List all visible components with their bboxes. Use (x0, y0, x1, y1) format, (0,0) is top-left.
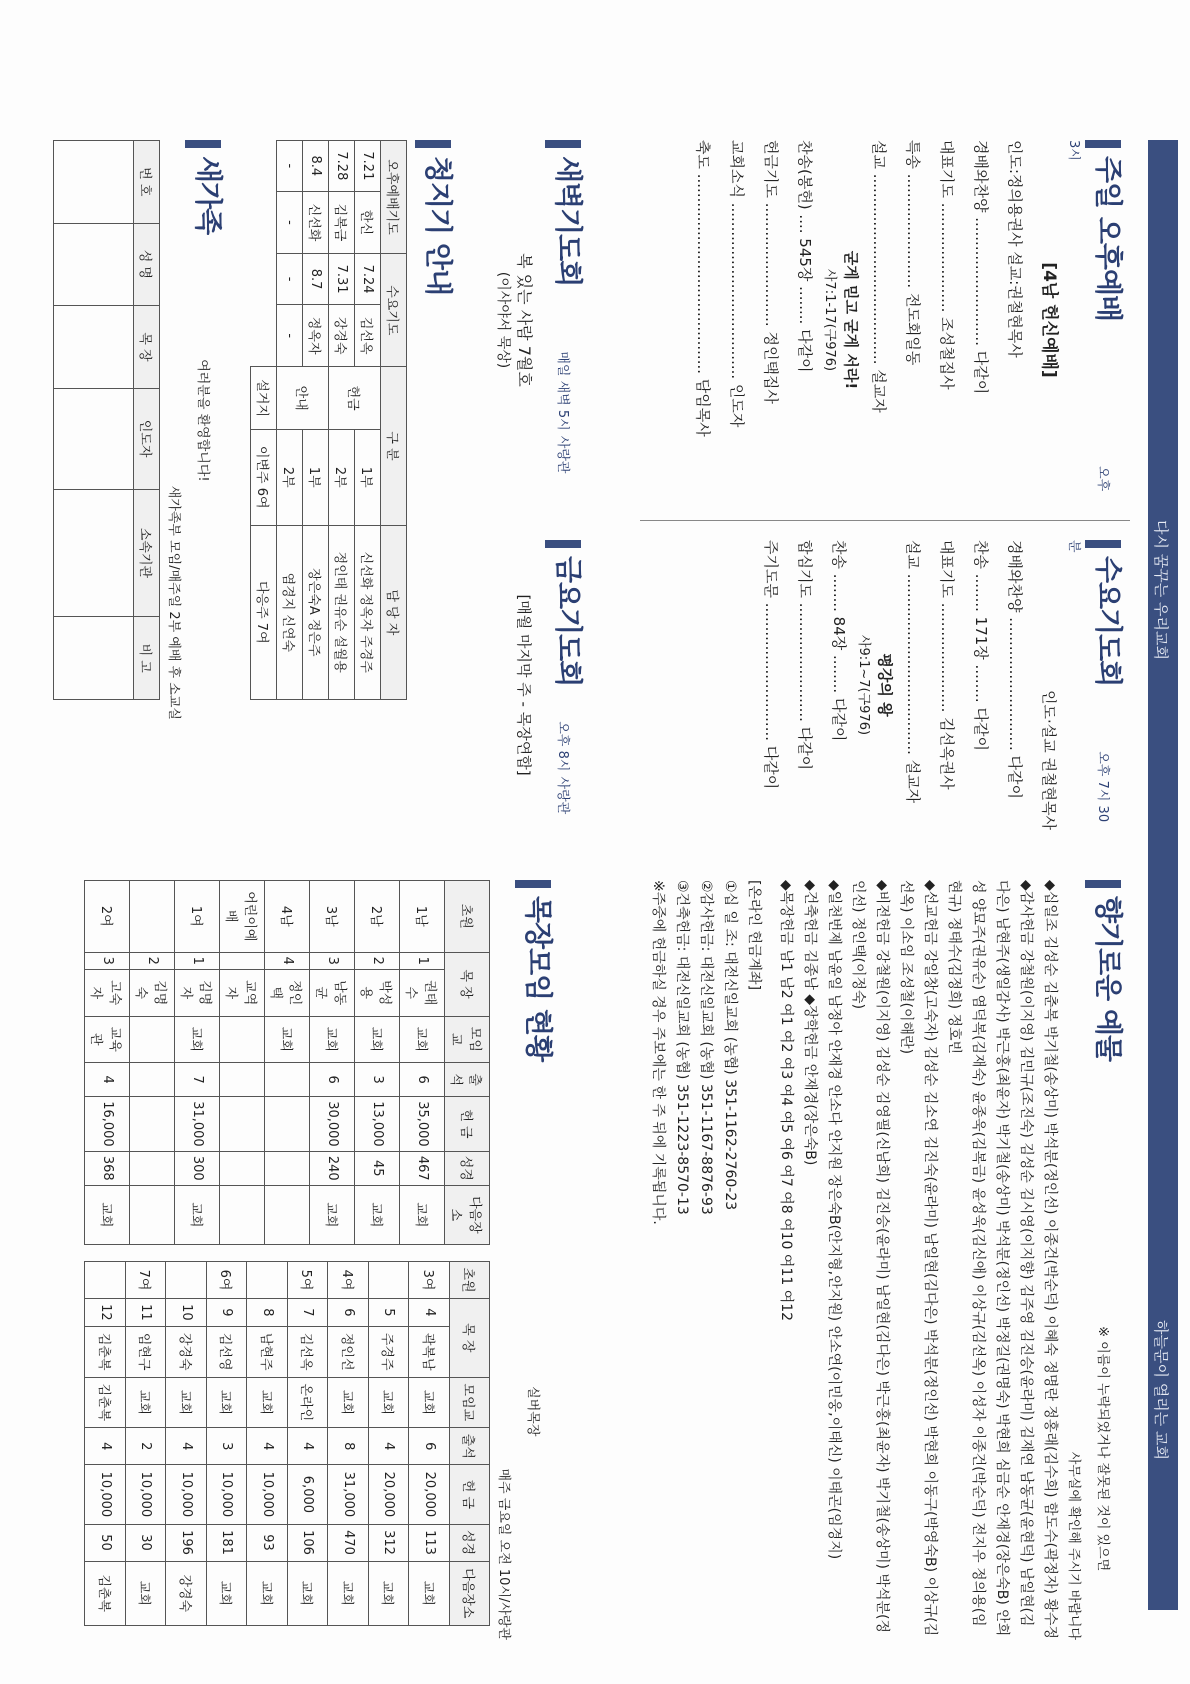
cell-row (85, 881, 130, 1245)
account-line: ③건축헌금: 대전신일교회 (농협) 351-1223-8570-13 (674, 880, 691, 1215)
cell-value (265, 1151, 310, 1185)
cell-value: 10,000 (247, 1465, 288, 1524)
cell-value: 주경주 (369, 1326, 410, 1377)
cell-value: 박성용 (355, 969, 400, 1016)
sunday-time: 오후 3시 (1066, 140, 1110, 492)
guide-row (251, 141, 277, 700)
cell-value: 2 (126, 1428, 167, 1465)
new-family-note1: 여러분을 환영합니다! (195, 359, 210, 482)
nf-header: 성 명 (134, 223, 160, 306)
cell-value: 곽복남 (409, 1326, 450, 1377)
guide-cell: 1부 (355, 429, 381, 525)
new-family-table (54, 140, 161, 700)
cell-value: 5 (369, 1299, 410, 1327)
guide-cell: 신선화 정옥자 주경주 (355, 525, 381, 699)
cell-value: 교회 (85, 1185, 130, 1244)
cell-value: 1 (175, 952, 220, 969)
cell-value: 45 (355, 1151, 400, 1185)
cell-value: 교회 (166, 1377, 207, 1428)
cell-value: 4남 (265, 881, 310, 953)
cell-value: 312 (369, 1524, 410, 1561)
cell-value: 9 (207, 1299, 248, 1327)
cell-value: 6 (328, 1299, 369, 1327)
cell-header: 헌 금 (450, 1465, 491, 1524)
cell-value: 7 (175, 1063, 220, 1097)
cell-header: 초원 (450, 1262, 491, 1299)
sunday-row: 특송 ........................ 전도회일동 (904, 140, 923, 366)
cell-value (369, 1262, 410, 1299)
cell-value: 196 (166, 1524, 207, 1561)
cell-value (130, 1151, 175, 1185)
cell-value (265, 1185, 310, 1244)
cell-header: 헌 금 (445, 1097, 490, 1152)
cell-row (207, 1262, 248, 1626)
cell-header: 성경 (445, 1151, 490, 1185)
sunday-sermon-ref: 사7:1-17(구976) (822, 268, 838, 372)
cell-value: 4여 (328, 1262, 369, 1299)
nf-header: 비 고 (134, 617, 160, 700)
sunday-row: 대표기도 ....................... 조성철집사 (938, 140, 957, 390)
cell-value (130, 1063, 175, 1097)
wednesday-section (755, 540, 1131, 830)
cell-row (220, 881, 265, 1245)
guide-cell: 7.31 (329, 254, 355, 305)
cell-note1: 실버목장 (525, 1386, 540, 1437)
cell-value: 4 (166, 1428, 207, 1465)
cell-section (85, 880, 561, 1640)
cell-value: 3 (355, 1063, 400, 1097)
wed-leader: 인도·설교 권철현목사 (1040, 690, 1059, 830)
cell-value: 김명숙 (130, 969, 175, 1016)
cell-value: 교회 (369, 1377, 410, 1428)
cell-value: 368 (85, 1151, 130, 1185)
cell-value: 10,000 (166, 1465, 207, 1524)
new-family-note2: 새가족부 모임/매주일 2부 예배 후 소교실 (166, 485, 182, 720)
offering-note1: ※ 이름이 누락되었거나 잘못된 것이 있으면 (1095, 1326, 1110, 1572)
cell-header: 성경 (450, 1524, 491, 1561)
cell-value: 12 (85, 1299, 126, 1327)
account-line: ②감사헌금: 대전신일교회 (농협) 351-1167-8876-93 (698, 880, 715, 1215)
offering-note2: 사무실에 확인해 주시기 바랍니다 (1066, 1451, 1082, 1640)
guide-cell: 7.24 (355, 254, 381, 305)
cell-value: 5여 (288, 1262, 329, 1299)
cell-value (220, 1016, 265, 1063)
cell-row (369, 1262, 410, 1626)
guide-cell: 8.4 (303, 141, 329, 192)
cell-value: 4 (369, 1428, 410, 1465)
cell-row (400, 881, 445, 1245)
cell-value: 93 (247, 1524, 288, 1561)
cell-value: 20,000 (409, 1465, 450, 1524)
cell-value: 교회 (207, 1377, 248, 1428)
sunday-sermon-title: 굳게 믿고 굳게 서라! (842, 250, 861, 390)
sunday-row: 축도 .......................................... 담임목사 (694, 140, 713, 437)
cell-header: 목 장 (445, 952, 490, 1016)
cell-row (126, 1262, 167, 1626)
guide-header: 담 당 자 (381, 525, 407, 699)
new-family-title: 새가족 (192, 156, 225, 235)
cell-value: 10,000 (85, 1465, 126, 1524)
cell-row (355, 881, 400, 1245)
cell-value: 교회 (175, 1016, 220, 1063)
cell-table-right (85, 1261, 491, 1626)
guide-title: 청지기 안내 (422, 156, 455, 295)
band-left-text: 다시 꿈꾸는 우리교회 (1152, 520, 1170, 660)
guide-cell: 2부 (329, 429, 355, 525)
guide-cell: 1부 (303, 429, 329, 525)
cell-value: 1여 (175, 881, 220, 953)
wed-title: 수요기도회 (1092, 556, 1125, 687)
wed-row: 설교 ...................................... 설교자 (904, 540, 923, 804)
cell-value (130, 1016, 175, 1063)
cell-value: 10,000 (207, 1465, 248, 1524)
cell-value: 남동균 (310, 969, 355, 1016)
offering-section (647, 880, 1131, 1640)
cell-value: 정인선 (328, 1326, 369, 1377)
cell-value: 8 (247, 1299, 288, 1327)
cell-header: 다음장소 (445, 1185, 490, 1244)
wed-row: 합심기도 ......................... 다같이 (796, 540, 815, 771)
cell-value: 고숙자 (85, 969, 130, 1016)
cell-value (265, 1097, 310, 1152)
cell-value: 300 (175, 1151, 220, 1185)
guide-cell: 7.28 (329, 141, 355, 192)
wed-row: 찬송 ........ 171장 ........ 다같이 (972, 540, 991, 751)
cell-note2: 매주 금요일 오전 10시/사랑관 (496, 1468, 512, 1640)
cell-value: 4 (288, 1428, 329, 1465)
dawn-place: 사랑관 (555, 435, 570, 474)
cell-value: 교회 (409, 1561, 450, 1625)
cell-value: 20,000 (369, 1465, 410, 1524)
cell-value: 교회 (328, 1377, 369, 1428)
guide-cell: 정인태 권유순 설월용 (329, 525, 355, 699)
cell-value: 6 (409, 1428, 450, 1465)
cell-header: 초원 (445, 881, 490, 953)
cell-row (265, 881, 310, 1245)
cell-value: 교회 (265, 1016, 310, 1063)
cell-header: 출석 (450, 1428, 491, 1465)
cell-value: 6 (400, 1063, 445, 1097)
nf-header: 인도자 (134, 388, 160, 489)
cell-value (130, 1185, 175, 1244)
guide-cell: - (277, 141, 303, 192)
cell-value (166, 1262, 207, 1299)
cell-value: 교회 (400, 1016, 445, 1063)
sunday-row: 헌금기도 .......................... 정인택집사 (762, 140, 781, 404)
wed-sermon-ref: 사9:1~7(구976) (856, 634, 872, 736)
cell-value: 13,000 (355, 1097, 400, 1152)
cell-value: 남현주 (247, 1326, 288, 1377)
sunday-subtitle: [4남 헌신예배] (1039, 262, 1060, 378)
cell-value: 교회 (400, 1185, 445, 1244)
cell-value: 6,000 (288, 1465, 329, 1524)
cell-value (130, 881, 175, 953)
cell-value: 30 (126, 1524, 167, 1561)
guide-cell: 8.7 (303, 254, 329, 305)
sunday-row: 경배와찬양 ........................... 다같이 (972, 140, 991, 395)
cell-row (409, 1262, 450, 1626)
guide-cell: 설거지 (251, 367, 277, 429)
cell-row (85, 1262, 126, 1626)
sunday-row: 찬송(봉헌) .... 545장 ........ 다같이 (796, 140, 815, 373)
cell-value: 강경숙 (166, 1561, 207, 1625)
guide-cell: - (277, 304, 303, 366)
dawn-text2: (이사야서 묵상) (495, 271, 512, 369)
cell-header: 목 장 (450, 1299, 491, 1377)
cell-value: 113 (409, 1524, 450, 1561)
cell-row (166, 1262, 207, 1626)
service-guide-section (251, 140, 461, 720)
guide-row (303, 141, 329, 700)
cell-value: 3 (207, 1428, 248, 1465)
cell-value: 김춘복 (85, 1377, 126, 1428)
online-title: [온라인 헌금계좌] (746, 880, 763, 991)
wed-sermon-title: 평강의 왕 (876, 653, 895, 717)
offering-line: ◆목장헌금 남1 남2 여1 여2 여3 여4 여5 여6 여7 여8 여10 여11 여12 (778, 880, 795, 1322)
guide-cell: 2부 (277, 429, 303, 525)
cell-value: 2여 (85, 881, 130, 953)
divider (640, 520, 1130, 521)
cell-value: 30,000 (310, 1097, 355, 1152)
dawn-prayer-section (495, 140, 591, 500)
cell-value: 교회 (355, 1016, 400, 1063)
cell-value (220, 1151, 265, 1185)
cell-value: 4 (409, 1299, 450, 1327)
guide-cell: - (277, 254, 303, 305)
cell-value: 3남 (310, 881, 355, 953)
nf-empty-row (54, 141, 134, 700)
offering-line: ◆십일조 김성순 김춘복 박기철(송상미) 박석분(정인선) 이종건(박순덕) 이혜숙 정명란 정홍래(김수희) 함도수(곽정자) 황수정 (1042, 880, 1059, 1640)
guide-cell: 한신 (355, 191, 381, 253)
dawn-time: 매일 새벽 5시 (555, 351, 570, 431)
guide-cell: 정옥자 (303, 304, 329, 366)
offering-line: ◆일천번제 남윤일 남정아 안재경 안소다 안지원 장은숙B(안지형,안지원) 안소연(이민웅,이태신) 이태곤(임경지) (826, 880, 843, 1560)
cell-value: 6여 (207, 1262, 248, 1299)
cell-value: 권태수 (400, 969, 445, 1016)
cell-value: 김선영 (207, 1326, 248, 1377)
friday-section (515, 540, 591, 830)
cell-value: 임현구 (126, 1326, 167, 1377)
cell-value (220, 952, 265, 969)
new-family-section (54, 140, 231, 720)
cell-value: 16,000 (85, 1097, 130, 1152)
cell-value: 240 (310, 1151, 355, 1185)
band-right-text: 하늘문이 열리는 교회 (1152, 1320, 1170, 1460)
guide-cell: 신선화 (303, 191, 329, 253)
cell-value: 교회 (207, 1561, 248, 1625)
cell-value: 2남 (355, 881, 400, 953)
nf-header: 번 호 (134, 141, 160, 224)
cell-header: 출석 (445, 1063, 490, 1097)
cell-value: 4 (247, 1428, 288, 1465)
cell-header: 모임교 (445, 1016, 490, 1063)
fri-time: 오후 8시 (555, 721, 570, 772)
cell-header: 다음장소 (450, 1561, 491, 1625)
guide-cell: 이변주 6여 (251, 429, 277, 525)
offering-line: ◆선교헌금 강일창(고숙자) 김성순 김소연 김진숙(윤라미) 남일현(김다은) 박석분(정인선) 박현희 이동구(박영숙B) 이상규(김선옥) 이소임 조성철(이해란) (898, 880, 939, 1637)
cell-value: 정인택 (265, 969, 310, 1016)
cell-row (328, 1262, 369, 1626)
cell-value: 6 (310, 1063, 355, 1097)
cell-value (247, 1262, 288, 1299)
cell-value: 온라인 (288, 1377, 329, 1428)
cell-value: 교회 (310, 1016, 355, 1063)
cell-row (310, 881, 355, 1245)
cell-value: 교회 (247, 1377, 288, 1428)
cell-header: 모임교 (450, 1377, 491, 1428)
guide-cell: 헌금 (329, 367, 381, 429)
cell-value (130, 1097, 175, 1152)
cell-value (265, 1063, 310, 1097)
wed-row: 찬송 ........ 84장 ........ 다같이 (830, 540, 849, 742)
cell-value: 467 (400, 1151, 445, 1185)
cell-value: 김춘복 (85, 1561, 126, 1625)
offering-line: ◆건축헌금 김종남 ◆장학헌금 안재경(장은숙B) (802, 880, 819, 1166)
cell-value (220, 1063, 265, 1097)
cell-value (85, 1262, 126, 1299)
cell-value: 어린이예배 (220, 881, 265, 953)
guide-table (251, 140, 408, 700)
cell-value: 교회 (247, 1561, 288, 1625)
cell-value: 10 (166, 1299, 207, 1327)
cell-value: 3여 (409, 1262, 450, 1299)
guide-cell: 안내 (277, 367, 329, 429)
cell-value: 교역자 (220, 969, 265, 1016)
sunday-leader: 인도:정의용권사 설교:권철현목사 (1006, 140, 1025, 358)
account-note: ※주중에 헌금하실 경우 주보에는 한 주 뒤에 기록됩니다. (650, 880, 667, 1225)
cell-value: 교회 (310, 1185, 355, 1244)
cell-value: 35,000 (400, 1097, 445, 1152)
fri-title: 금요기도회 (552, 556, 585, 687)
cell-value: 4 (85, 1063, 130, 1097)
fri-place: 사랑관 (555, 776, 570, 815)
cell-value: 교회 (369, 1561, 410, 1625)
cell-table-left (85, 880, 491, 1245)
offering-title: 향기로운 예물 (1092, 896, 1125, 1062)
offering-line: ◆감사헌금 강철원(이지영) 김민규(조진숙) 김성순 김시영(이지향) 김주영 김진승(윤라미) 김재연 남동균(윤현덕) 남일현(김다은) 남현주(생일감사) 박근홍(최윤자) 박기철(송상미) 박석분(정인선) 박정길(권명숙) 박현희 심금순 안재경(장은숙B) 안희성 양묘주(권유순) 염덕복(김재숙) 윤종욱(김복금) 윤성욱(김신애) 이상규(김선옥) 이성자 이종건(박순덕) 전지우 정의용(임현규) 정태수(김정희) 정호빈 (946, 880, 1035, 1637)
cell-value: 2 (355, 952, 400, 969)
cell-value: 4 (85, 1428, 126, 1465)
guide-row (355, 141, 381, 700)
cell-value: 교회 (409, 1377, 450, 1428)
cell-value: 2 (130, 952, 175, 969)
guide-cell: 염경지 신연숙 (277, 525, 303, 699)
cell-value: 3 (310, 952, 355, 969)
cell-value: 3 (85, 952, 130, 969)
dawn-title: 새벽기도회 (552, 156, 585, 287)
guide-cell: 김복금 (329, 191, 355, 253)
cell-row (130, 881, 175, 1245)
nf-header: 목 장 (134, 306, 160, 389)
cell-value: 교회 (328, 1561, 369, 1625)
cell-row (175, 881, 220, 1245)
cell-value: 교육관 (85, 1016, 130, 1063)
cell-value: 10,000 (126, 1465, 167, 1524)
cell-value: 470 (328, 1524, 369, 1561)
cell-value: 31,000 (175, 1097, 220, 1152)
cell-value (220, 1185, 265, 1244)
wed-row: 주기도문 ............................. 다같이 (762, 540, 781, 790)
cell-value: 김춘복 (85, 1326, 126, 1377)
cell-value: 김선옥 (288, 1326, 329, 1377)
cell-value: 11 (126, 1299, 167, 1327)
guide-header: 오후예배기도 (381, 141, 407, 254)
cell-value (220, 1097, 265, 1152)
cell-value: 김명자 (175, 969, 220, 1016)
sunday-title: 주일 오후예배 (1092, 156, 1125, 322)
cell-value: 교회 (175, 1185, 220, 1244)
cell-value: 교회 (288, 1561, 329, 1625)
guide-cell: 장은숙A 정은주 (303, 525, 329, 699)
cell-value: 8 (328, 1428, 369, 1465)
cell-value: 교회 (126, 1561, 167, 1625)
cell-value: 강경숙 (166, 1326, 207, 1377)
guide-cell: 강경숙 (329, 304, 355, 366)
guide-cell: 7.21 (355, 141, 381, 192)
cell-value: 7여 (126, 1262, 167, 1299)
cell-value: 교회 (126, 1377, 167, 1428)
header-band (1148, 140, 1178, 1610)
sunday-service-section (687, 140, 1131, 500)
sunday-row: 설교 ........................................ 설교자 (870, 140, 889, 413)
nf-header: 소속기관 (134, 489, 160, 617)
cell-value: 교회 (355, 1185, 400, 1244)
cell-title: 목장모임 현황 (522, 896, 555, 1062)
offering-line: ◆비전헌금 강철원(이지영) 김성순 김영필(신남희) 김진승(윤라미) 남일현(김다은) 박근홍(최윤자) 박기철(송상미) 박석분(정인선) 정인택(이정숙) (850, 880, 891, 1633)
cell-value: 106 (288, 1524, 329, 1561)
wed-time: 오후 7시 30분 (1066, 540, 1110, 823)
sunday-row: 교회소식 ..................................... 인도자 (728, 140, 747, 428)
cell-value: 7 (288, 1299, 329, 1327)
cell-value: 181 (207, 1524, 248, 1561)
cell-value: 4 (265, 952, 310, 969)
guide-cell: 다응주 7여 (251, 525, 277, 699)
account-line: ①십 일 조: 대전신일교회 (농협) 351-1162-2760-23 (722, 880, 739, 1211)
fri-text: [매월 마지막 주 - 목장연합] (515, 594, 534, 776)
wed-row: 대표기도 ....................... 김선옥권사 (938, 540, 957, 790)
guide-header: 구 분 (381, 367, 407, 525)
cell-row (247, 1262, 288, 1626)
cell-value: 1 (400, 952, 445, 969)
dawn-text1: 복 있는 사람 7월호 (515, 253, 535, 387)
cell-value: 31,000 (328, 1465, 369, 1524)
cell-value: 1남 (400, 881, 445, 953)
guide-cell: - (277, 191, 303, 253)
wed-row: 경배와찬양 ............................ 다같이 (1006, 540, 1025, 799)
guide-header: 수요기도 (381, 254, 407, 367)
cell-row (288, 1262, 329, 1626)
guide-cell: 김선옥 (355, 304, 381, 366)
cell-value: 50 (85, 1524, 126, 1561)
